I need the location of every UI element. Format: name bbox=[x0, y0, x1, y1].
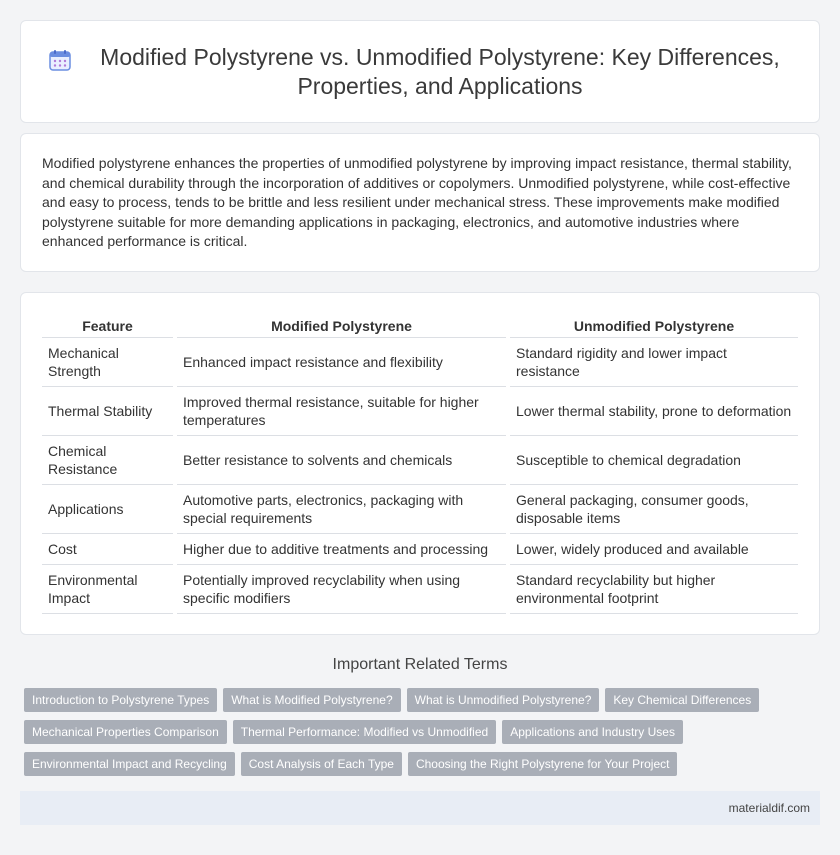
table-cell: Lower, widely produced and available bbox=[508, 534, 798, 565]
table-cell: Lower thermal stability, prone to deformation bbox=[508, 387, 798, 436]
table-cell: Thermal Stability bbox=[42, 387, 175, 436]
table-cell: Higher due to additive treatments and processing bbox=[175, 534, 508, 565]
tag-mechanical-properties[interactable]: Mechanical Properties Comparison bbox=[24, 720, 227, 744]
intro-card bbox=[20, 133, 820, 272]
table-row bbox=[42, 436, 798, 485]
table-cell: Better resistance to solvents and chemicals bbox=[175, 436, 508, 485]
comparison-table-card bbox=[20, 292, 820, 635]
header-unmodified: Unmodified Polystyrene bbox=[508, 314, 798, 338]
footer bbox=[20, 791, 820, 825]
table-cell: Standard recyclability but higher environmental footprint bbox=[508, 565, 798, 614]
table-cell: Potentially improved recyclability when using specific modifiers bbox=[175, 565, 508, 614]
table-row bbox=[42, 485, 798, 534]
table-cell: Improved thermal resistance, suitable for higher temperatures bbox=[175, 387, 508, 436]
footer-site-link[interactable]: materialdif.com bbox=[728, 801, 810, 815]
table-cell: Automotive parts, electronics, packaging with special requirements bbox=[175, 485, 508, 534]
table-row bbox=[42, 565, 798, 614]
table-row bbox=[42, 387, 798, 436]
tag-applications[interactable]: Applications and Industry Uses bbox=[502, 720, 683, 744]
table-cell: Applications bbox=[42, 485, 175, 534]
table-cell: Cost bbox=[42, 534, 175, 565]
tag-thermal-performance[interactable]: Thermal Performance: Modified vs Unmodified bbox=[233, 720, 496, 744]
table-header-row bbox=[42, 314, 798, 338]
tag-cost-analysis[interactable]: Cost Analysis of Each Type bbox=[241, 752, 402, 776]
table-cell: Standard rigidity and lower impact resistance bbox=[508, 338, 798, 387]
tag-choosing-polystyrene[interactable]: Choosing the Right Polystyrene for Your Project bbox=[408, 752, 677, 776]
related-terms-tags bbox=[24, 688, 824, 776]
related-terms-title: Important Related Terms bbox=[332, 656, 508, 673]
header-feature: Feature bbox=[42, 314, 175, 338]
table-cell: Environmental Impact bbox=[42, 565, 175, 614]
table-cell: General packaging, consumer goods, disposable items bbox=[508, 485, 798, 534]
intro-paragraph: Modified polystyrene enhances the properties of unmodified polystyrene by improving impact resistance, thermal stability, and chemical durability through the incorporation of additives or copolymers. Unmodified polystyrene, while cost-effective and easy to process, tends to be brittle and less resilient under mechanical stress. These improvements make modified polystyrene suitable for more demanding applications in packaging, electronics, and automotive industries where enhanced performance is critical. bbox=[42, 155, 792, 250]
tag-chemical-differences[interactable]: Key Chemical Differences bbox=[605, 688, 759, 712]
header-modified: Modified Polystyrene bbox=[175, 314, 508, 338]
tag-what-is-modified[interactable]: What is Modified Polystyrene? bbox=[223, 688, 400, 712]
table-row bbox=[42, 338, 798, 387]
table-cell: Susceptible to chemical degradation bbox=[508, 436, 798, 485]
page-title: Modified Polystyrene vs. Unmodified Polystyrene: Key Differences, Properties, and Applications bbox=[100, 43, 780, 99]
comparison-table bbox=[42, 314, 798, 614]
table-cell: Enhanced impact resistance and flexibility bbox=[175, 338, 508, 387]
table-row bbox=[42, 534, 798, 565]
title-card bbox=[20, 20, 820, 123]
tag-environmental-impact[interactable]: Environmental Impact and Recycling bbox=[24, 752, 235, 776]
table-cell: Chemical Resistance bbox=[42, 436, 175, 485]
table-cell: Mechanical Strength bbox=[42, 338, 175, 387]
tag-what-is-unmodified[interactable]: What is Unmodified Polystyrene? bbox=[407, 688, 600, 712]
tag-introduction[interactable]: Introduction to Polystyrene Types bbox=[24, 688, 217, 712]
